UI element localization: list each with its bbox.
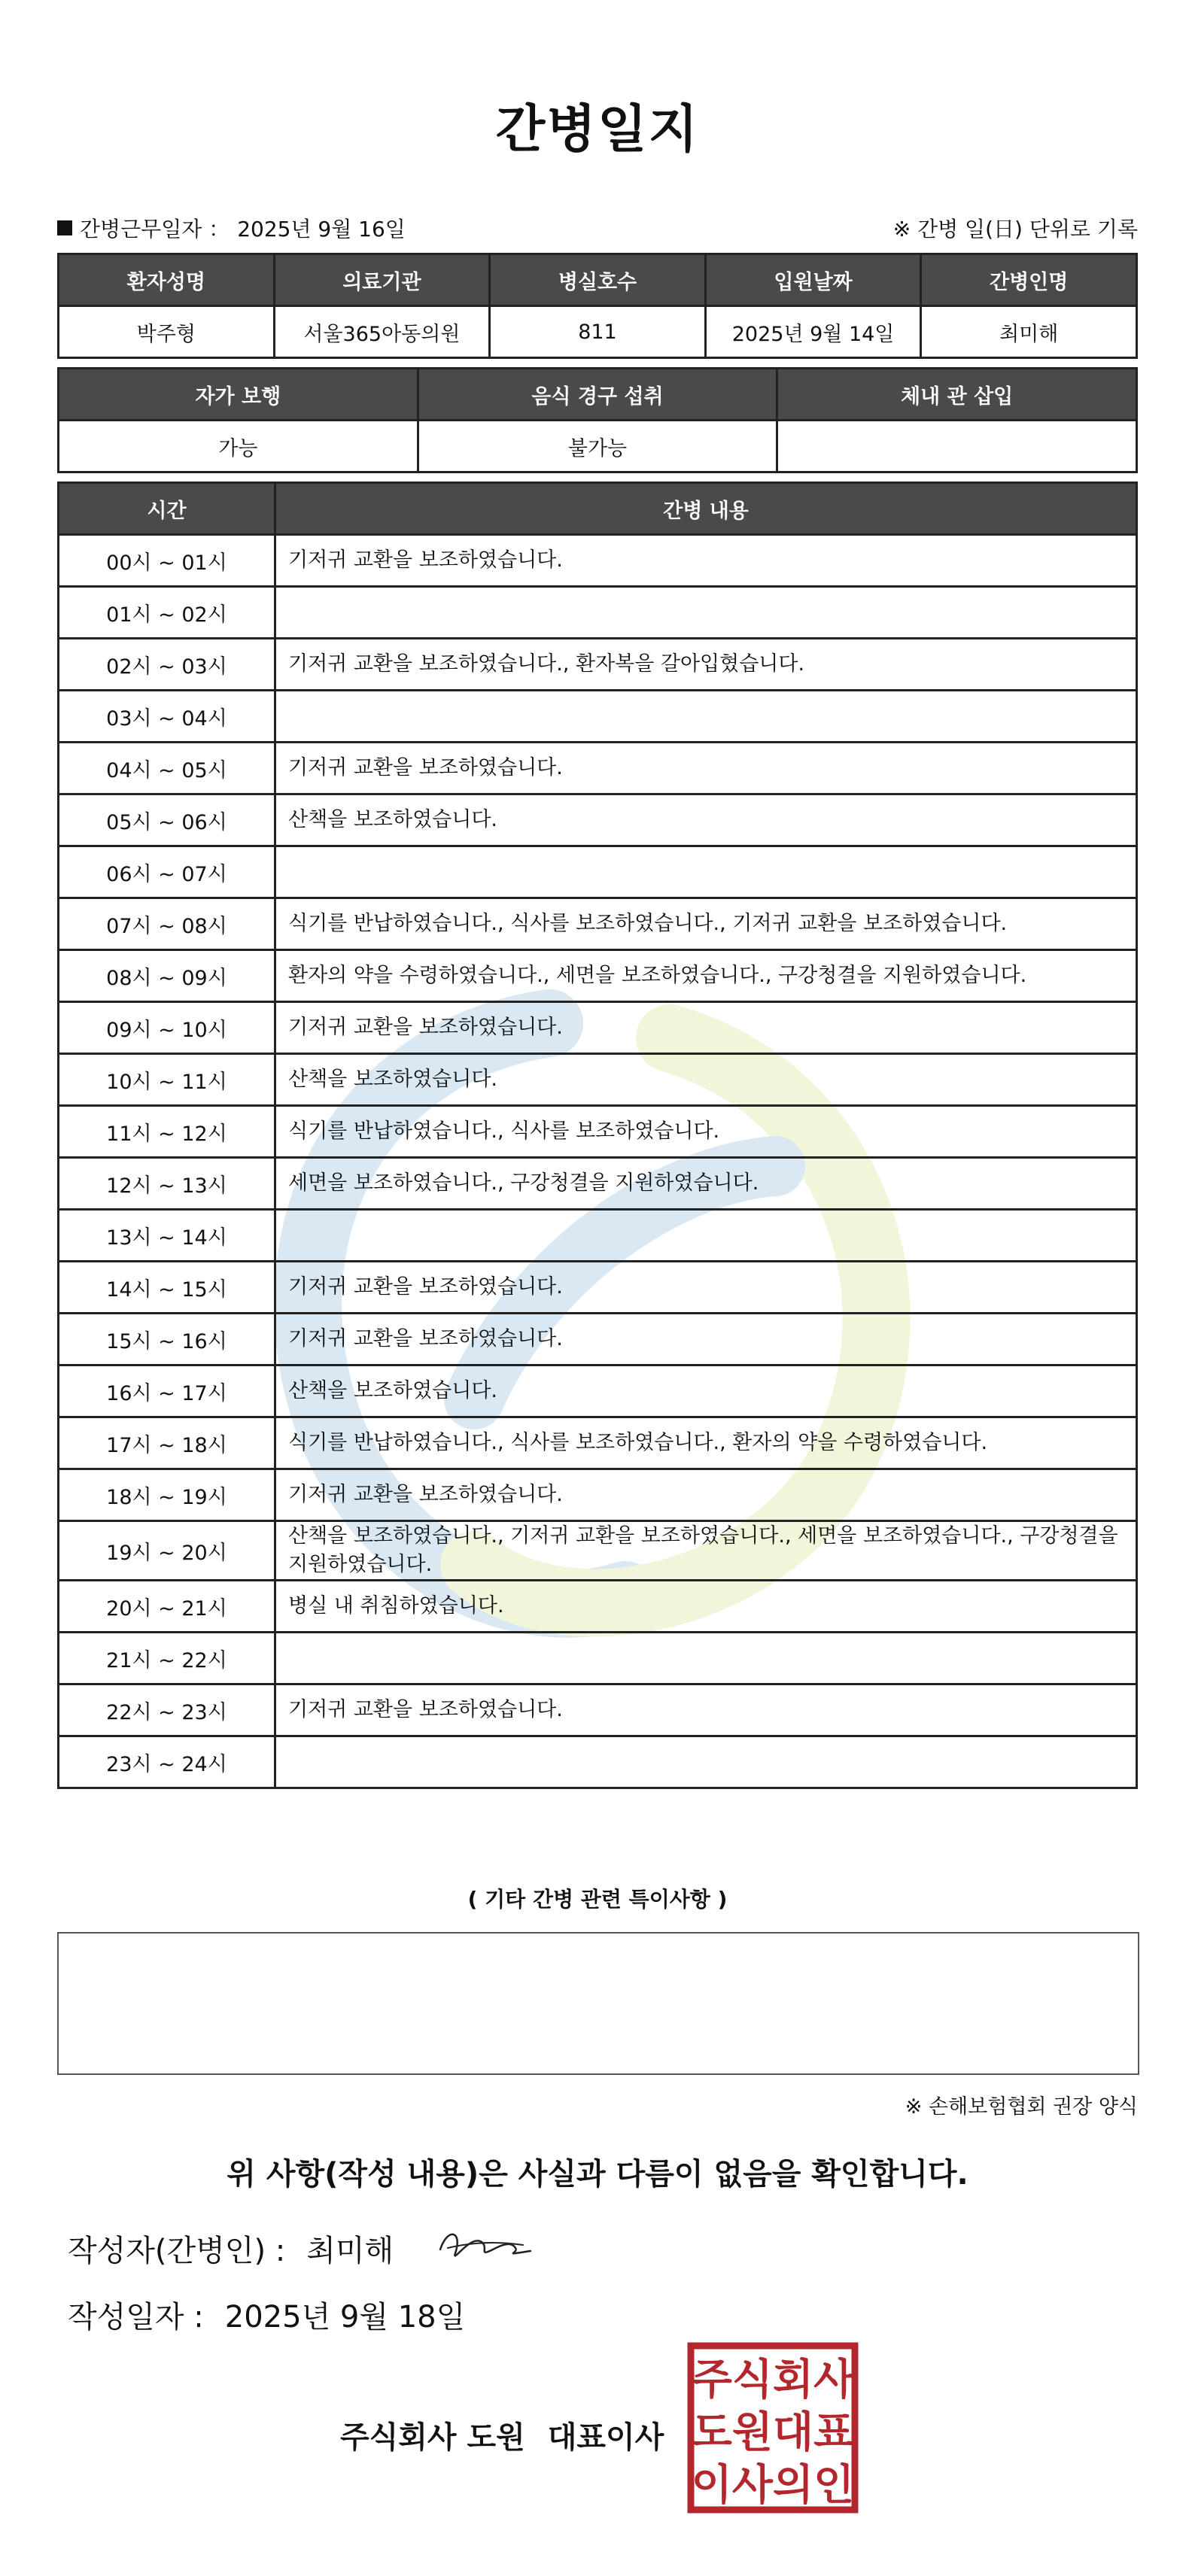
- ability-header-row: [59, 369, 1137, 421]
- header-oral-intake: 음식 경구 섭취: [418, 369, 777, 421]
- care-content: 기저귀 교환을 보조하였습니다.: [275, 535, 1137, 587]
- company-signature-line: [340, 2413, 664, 2456]
- patient-name: 박주형: [59, 306, 275, 358]
- table-row: [59, 1469, 1137, 1521]
- time-slot: 15시 ~ 16시: [59, 1314, 275, 1365]
- log-body: [59, 535, 1137, 1788]
- time-slot: 08시 ~ 09시: [59, 950, 275, 1002]
- care-content: 세면을 보조하였습니다., 구강청결을 지원하였습니다.: [275, 1158, 1137, 1210]
- time-slot: 13시 ~ 14시: [59, 1210, 275, 1262]
- care-content: 기저귀 교환을 보조하였습니다.: [275, 743, 1137, 794]
- header-care-content: 간병 내용: [275, 483, 1137, 535]
- care-content: 기저귀 교환을 보조하였습니다.: [275, 1314, 1137, 1365]
- table-row: [59, 1633, 1137, 1684]
- header-caregiver: 간병인명: [921, 254, 1137, 306]
- ability-value-row: [59, 421, 1137, 472]
- form-source-note: ※ 손해보험협회 권장 양식: [905, 2095, 1138, 2119]
- care-content: 식기를 반납하였습니다., 식사를 보조하였습니다., 환자의 약을 수령하였습니다.: [275, 1417, 1137, 1469]
- table-row: [59, 1054, 1137, 1106]
- written-date-value: 2025년 9월 18일: [224, 2300, 466, 2334]
- time-slot: 11시 ~ 12시: [59, 1106, 275, 1158]
- work-date: [57, 213, 406, 243]
- header-tube-insertion: 체내 관 삽입: [777, 369, 1137, 421]
- care-content: [275, 1736, 1137, 1788]
- written-date-row: [68, 2293, 465, 2336]
- work-date-label: 간병근무일자 ：: [80, 217, 230, 242]
- time-slot: 10시 ~ 11시: [59, 1054, 275, 1106]
- table-row: [59, 1314, 1137, 1365]
- care-content: 병실 내 취침하였습니다.: [275, 1581, 1137, 1633]
- log-header-row: [59, 483, 1137, 535]
- admission-date: 2025년 9월 14일: [705, 306, 921, 358]
- hourly-log-table: [57, 481, 1138, 1789]
- time-slot: 09시 ~ 10시: [59, 1002, 275, 1054]
- care-content: 산책을 보조하였습니다.: [275, 1054, 1137, 1106]
- care-content: [275, 846, 1137, 898]
- care-content: 기저귀 교환을 보조하였습니다.: [275, 1469, 1137, 1521]
- writer-row: [68, 2227, 394, 2270]
- table-row: [59, 1365, 1137, 1417]
- time-slot: 21시 ~ 22시: [59, 1633, 275, 1684]
- table-row: [59, 1581, 1137, 1633]
- table-row: [59, 1521, 1137, 1581]
- time-slot: 04시 ~ 05시: [59, 743, 275, 794]
- care-content: 기저귀 교환을 보조하였습니다.: [275, 1684, 1137, 1736]
- time-slot: 23시 ~ 24시: [59, 1736, 275, 1788]
- seal-line-2: 도원대표: [691, 2408, 855, 2457]
- caregiver-name: 최미해: [921, 306, 1137, 358]
- unit-note: ※ 간병 일(日) 단위로 기록: [892, 217, 1138, 242]
- hospital-name: 서울365아동의원: [274, 306, 490, 358]
- patient-value-row: [59, 306, 1137, 358]
- time-slot: 17시 ~ 18시: [59, 1417, 275, 1469]
- care-content: 기저귀 교환을 보조하였습니다.: [275, 1262, 1137, 1314]
- writer-label: 작성자(간병인) :: [68, 2234, 286, 2268]
- time-slot: 14시 ~ 15시: [59, 1262, 275, 1314]
- time-slot: 22시 ~ 23시: [59, 1684, 275, 1736]
- care-content: [275, 1210, 1137, 1262]
- table-row: [59, 846, 1137, 898]
- time-slot: 16시 ~ 17시: [59, 1365, 275, 1417]
- room-number: 811: [490, 306, 706, 358]
- table-row: [59, 1262, 1137, 1314]
- time-slot: 05시 ~ 06시: [59, 794, 275, 846]
- care-content: [275, 587, 1137, 639]
- time-slot: 01시 ~ 02시: [59, 587, 275, 639]
- care-content: 기저귀 교환을 보조하였습니다.: [275, 1002, 1137, 1054]
- self-walking-value: 가능: [59, 421, 418, 472]
- time-slot: 06시 ~ 07시: [59, 846, 275, 898]
- seal-line-1: 주식회사: [691, 2356, 855, 2404]
- handwritten-signature: [425, 2219, 546, 2272]
- care-content: [275, 1633, 1137, 1684]
- header-patient-name: 환자성명: [59, 254, 275, 306]
- time-slot: 12시 ~ 13시: [59, 1158, 275, 1210]
- patient-info-table: [57, 253, 1138, 359]
- table-row: [59, 743, 1137, 794]
- care-content: 식기를 반납하였습니다., 식사를 보조하였습니다.: [275, 1106, 1137, 1158]
- oral-intake-value: 불가능: [418, 421, 777, 472]
- time-slot: 00시 ~ 01시: [59, 535, 275, 587]
- care-content: 기저귀 교환을 보조하였습니다., 환자복을 갈아입혔습니다.: [275, 639, 1137, 691]
- care-content: 산책을 보조하였습니다., 기저귀 교환을 보조하였습니다., 세면을 보조하였습니다., 구강청결을 지원하였습니다.: [275, 1521, 1137, 1581]
- table-row: [59, 1002, 1137, 1054]
- patient-header-row: [59, 254, 1137, 306]
- care-content: 산책을 보조하였습니다.: [275, 1365, 1137, 1417]
- care-content: [275, 691, 1137, 743]
- notes-heading: ( 기타 간병 관련 특이사항 ): [467, 1887, 728, 1912]
- time-slot: 03시 ~ 04시: [59, 691, 275, 743]
- table-row: [59, 1158, 1137, 1210]
- time-slot: 07시 ~ 08시: [59, 898, 275, 950]
- work-date-value: 2025년 9월 16일: [237, 217, 406, 242]
- company-seal-stamp: [686, 2341, 859, 2514]
- ability-table: [57, 367, 1138, 473]
- confirmation-statement: 위 사항(작성 내용)은 사실과 다름이 없음을 확인합니다.: [227, 2157, 968, 2192]
- table-row: [59, 1736, 1137, 1788]
- care-content: 식기를 반납하였습니다., 식사를 보조하였습니다., 기저귀 교환을 보조하였습니다.: [275, 898, 1137, 950]
- written-date-label: 작성일자 :: [68, 2300, 204, 2334]
- table-row: [59, 898, 1137, 950]
- table-row: [59, 1106, 1137, 1158]
- table-row: [59, 950, 1137, 1002]
- table-row: [59, 1684, 1137, 1736]
- company-role: 대표이사: [547, 2420, 664, 2455]
- table-row: [59, 535, 1137, 587]
- writer-name: 최미해: [306, 2234, 394, 2268]
- table-row: [59, 1210, 1137, 1262]
- company-name: 주식회사 도원: [340, 2420, 525, 2455]
- time-slot: 19시 ~ 20시: [59, 1521, 275, 1581]
- header-self-walking: 자가 보행: [59, 369, 418, 421]
- table-row: [59, 794, 1137, 846]
- time-slot: 20시 ~ 21시: [59, 1581, 275, 1633]
- time-slot: 18시 ~ 19시: [59, 1469, 275, 1521]
- table-row: [59, 639, 1137, 691]
- notes-box: [57, 1932, 1139, 2075]
- table-row: [59, 1417, 1137, 1469]
- care-content: 환자의 약을 수령하였습니다., 세면을 보조하였습니다., 구강청결을 지원하였습니다.: [275, 950, 1137, 1002]
- tube-insertion-value: [777, 421, 1137, 472]
- care-content: 산책을 보조하였습니다.: [275, 794, 1137, 846]
- table-row: [59, 691, 1137, 743]
- page-title: 간병일지: [495, 100, 700, 159]
- bullet-square-icon: [57, 220, 72, 235]
- header-admission-date: 입원날짜: [705, 254, 921, 306]
- seal-line-3: 이사의인: [691, 2461, 855, 2510]
- table-row: [59, 587, 1137, 639]
- header-time: 시간: [59, 483, 275, 535]
- header-room: 병실호수: [490, 254, 706, 306]
- header-hospital: 의료기관: [274, 254, 490, 306]
- time-slot: 02시 ~ 03시: [59, 639, 275, 691]
